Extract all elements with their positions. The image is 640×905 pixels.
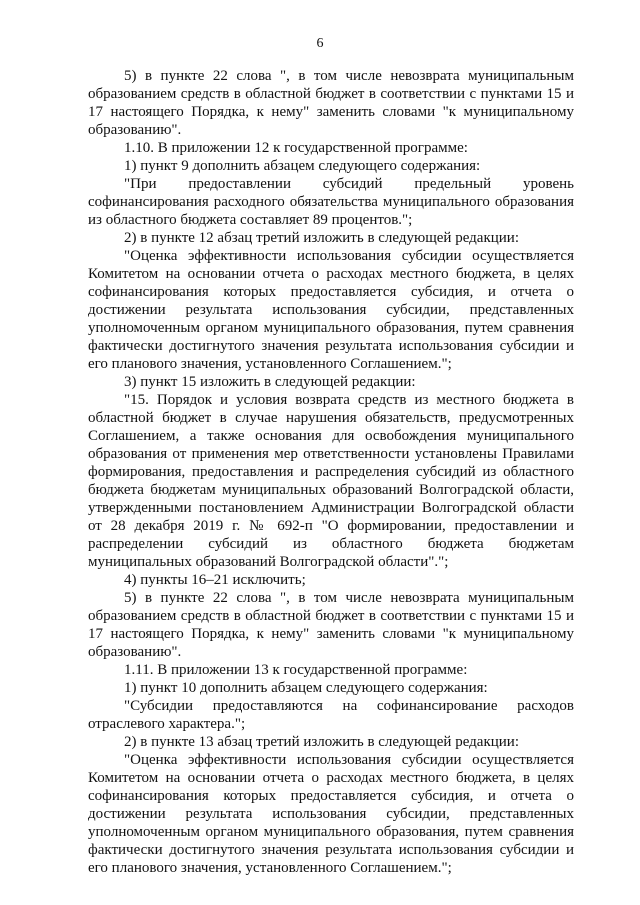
page-number: 6	[316, 36, 324, 51]
quoted-text-subsidies: "Субсидии предоставляются на софинансирование расходов отраслевого характера.";	[88, 698, 574, 732]
paragraph-item-3-p15: 3) пункт 15 изложить в следующей редакции:	[124, 374, 416, 390]
document-body	[88, 67, 574, 877]
quoted-text-cofinancing: "При предоставлении субсидий предельный уровень софинансирования расходного обязательства муниципального образования из областного бюджета составляет 89 процентов.";	[88, 176, 574, 228]
quoted-text-p15: "15. Порядок и условия возврата средств из местного бюджета в областной бюджет в случае нарушения обязательств, предусмотренных Соглашением, а также основания для освобождения муниципального образования от применения мер ответственности установлены Правилами формирования, предоставления и распределения субсидий из областного бюджета бюджетам муниципальных образований Волгоградской области, утвержденными постановлением Администрации Волгоградской области от 28 декабря 2019 г. № 692-п "О формировании, предоставлении и распределении субсидий из областного бюджета бюджетам муниципальных образований Волгоградской области".";	[88, 392, 574, 570]
paragraph-item-1-p10: 1) пункт 10 дополнить абзацем следующего содержания:	[124, 680, 488, 696]
quoted-text-efficiency-second: "Оценка эффективности использования субсидии осуществляется Комитетом на основании отчета о расходах местного бюджета, в целях софинансирования которых предоставляется субсидия, и отчета о достижении результата использования субсидии, представленных уполномоченным органом муниципального образования, путем сравнения фактически достигнутого значения результата использования субсидии и его планового значения, установленного Соглашением.";	[88, 752, 574, 876]
paragraph-item-1-p9: 1) пункт 9 дополнить абзацем следующего содержания:	[124, 158, 481, 174]
section-1-11-heading: 1.11. В приложении 13 к государственной программе:	[124, 662, 468, 678]
section-1-10-heading: 1.10. В приложении 12 к государственной программе:	[124, 140, 468, 156]
paragraph-item-2-p13: 2) в пункте 13 абзац третий изложить в следующей редакции:	[124, 734, 519, 750]
quoted-text-efficiency: "Оценка эффективности использования субсидии осуществляется Комитетом на основании отчета о расходах местного бюджета, в целях софинансирования которых предоставляется субсидия, и отчета о достижении результата использования субсидии, представленных уполномоченным органом муниципального образования, путем сравнения фактически достигнутого значения результата использования субсидии и его планового значения, установленного Соглашением.";	[88, 248, 574, 372]
paragraph-item-4-p16-21: 4) пункты 16–21 исключить;	[124, 572, 306, 588]
paragraph-item-5-p22-second: 5) в пункте 22 слова ", в том числе невозврата муниципальным образованием средств в областной бюджет в соответствии с пунктами 15 и 17 настоящего Порядка, к нему" заменить словами "к муниципальному образованию".	[88, 590, 574, 660]
paragraph-item-2-p12: 2) в пункте 12 абзац третий изложить в следующей редакции:	[124, 230, 519, 246]
paragraph-item-5-p22: 5) в пункте 22 слова ", в том числе невозврата муниципальным образованием средств в областной бюджет в соответствии с пунктами 15 и 17 настоящего Порядка, к нему" заменить словами "к муниципальному образованию".	[88, 68, 574, 138]
